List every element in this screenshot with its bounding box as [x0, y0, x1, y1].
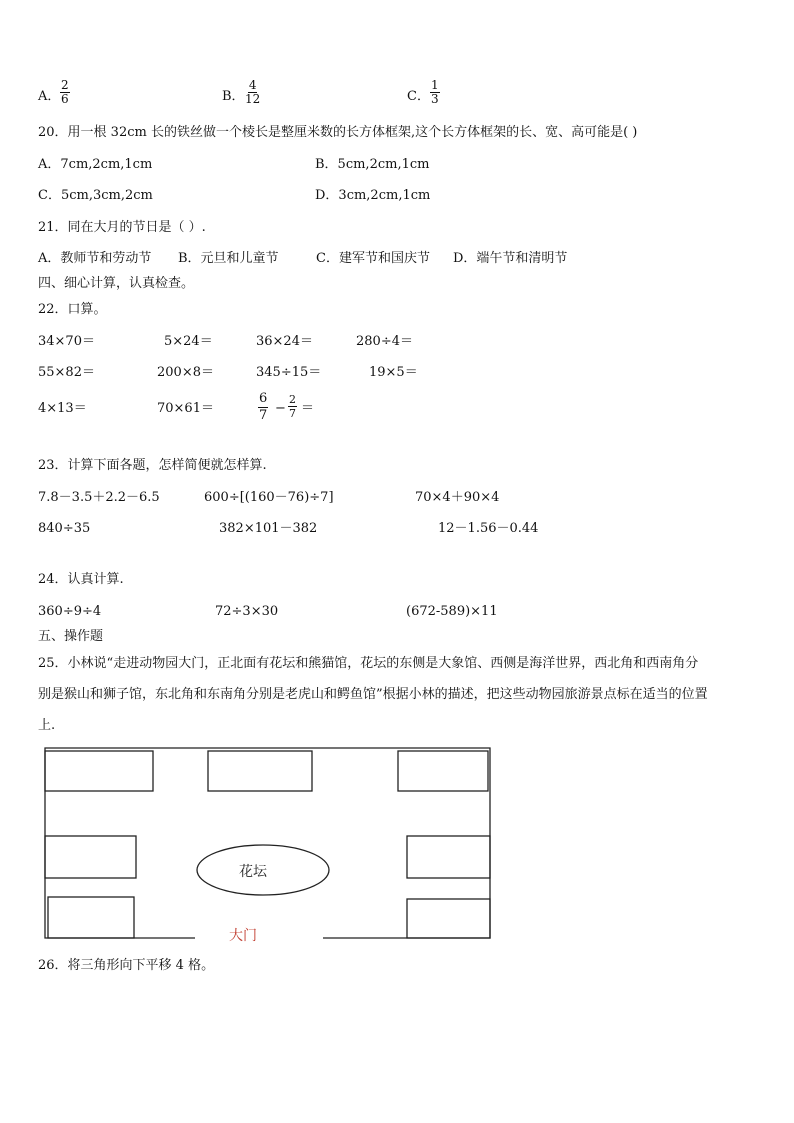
q23-item: 7.8－3.5＋2.2－6.5 — [38, 490, 160, 505]
q22-item: 280÷4＝ — [356, 334, 413, 349]
q25-text-line-3: 上. — [38, 718, 56, 733]
map-box-southwest — [48, 897, 134, 938]
map-box-southeast — [407, 899, 490, 938]
q19-option-a-fraction: $\frac{2}{6}$ — [61, 78, 69, 106]
q20-stem: 20．用一根 32cm 长的铁丝做一个棱长是整厘米数的长方体框架,这个长方体框架的长、宽、高可能是( ) — [38, 125, 638, 140]
q21-option-c: C．建军节和国庆节 — [316, 251, 430, 266]
q21-option-d: D．端午节和清明节 — [453, 251, 568, 266]
map-box-north — [208, 751, 312, 791]
q21-stem: 21．同在大月的节日是（ ）. — [38, 220, 206, 235]
q21-option-b: B．元旦和儿童节 — [178, 251, 279, 266]
q22-item: 5×24＝ — [164, 334, 213, 349]
q19-option-a-label: A． — [38, 89, 61, 104]
q19-option-c-fraction: $\frac{1}{3}$ — [431, 78, 439, 106]
q22-item: 36×24＝ — [256, 334, 313, 349]
map-box-northwest — [45, 751, 153, 791]
q22-item: 70×61＝ — [157, 401, 214, 416]
q22-fraction-two-sevenths: $\frac{2}{7}$ — [289, 393, 296, 420]
q23-item: 382×101－382 — [219, 521, 318, 536]
map-box-northeast — [398, 751, 488, 791]
q26-stem: 26．将三角形向下平移 4 格。 — [38, 958, 215, 973]
q22-minus: − — [275, 401, 286, 416]
q25-text-line-2: 别是猴山和狮子馆，东北角和东南角分别是老虎山和鳄鱼馆”根据小林的描述，把这些动物园旅游景点标在适当的位置 — [38, 687, 708, 702]
q24-item: (672-589)×11 — [406, 604, 498, 619]
q23-item: 12－1.56－0.44 — [438, 521, 539, 536]
q22-item: 4×13＝ — [38, 401, 87, 416]
q22-stem: 22．口算。 — [38, 302, 107, 317]
q19-option-b-label: B． — [222, 89, 245, 104]
q21-option-a: A．教师节和劳动节 — [38, 251, 152, 266]
q20-option-b: B．5cm,2cm,1cm — [315, 157, 430, 172]
q20-option-a: A．7cm,2cm,1cm — [38, 157, 153, 172]
q23-stem: 23．计算下面各题，怎样简便就怎样算. — [38, 458, 267, 473]
q22-fraction-six-sevenths: $\frac{6}{7}$ — [259, 391, 268, 423]
section-4-heading: 四、细心计算，认真检查。 — [38, 276, 195, 291]
q19-option-c-label: C． — [407, 89, 430, 104]
q22-item: 55×82＝ — [38, 365, 95, 380]
q23-item: 70×4＋90×4 — [415, 490, 500, 505]
q19-option-b-fraction: $\frac{4}{12}$ — [245, 78, 261, 106]
flowerbed-label: 花坛 — [239, 864, 267, 880]
q22-item: 345÷15＝ — [256, 365, 322, 380]
section-5-heading: 五、操作题 — [38, 629, 104, 644]
q20-option-c: C．5cm,3cm,2cm — [38, 188, 153, 203]
q24-item: 72÷3×30 — [215, 604, 279, 619]
map-box-west — [45, 836, 136, 878]
q22-equals: ＝ — [301, 401, 315, 416]
q20-option-d: D．3cm,2cm,1cm — [315, 188, 431, 203]
q24-stem: 24．认真计算. — [38, 572, 124, 587]
q24-item: 360÷9÷4 — [38, 604, 102, 619]
gate-label: 大门 — [229, 928, 257, 944]
q23-item: 600÷[(160－76)÷7] — [204, 490, 334, 505]
q22-item: 200×8＝ — [157, 365, 214, 380]
q22-item: 19×5＝ — [369, 365, 418, 380]
q23-item: 840÷35 — [38, 521, 91, 536]
map-box-east — [407, 836, 490, 878]
q25-text-line-1: 25．小林说“走进动物园大门，正北面有花坛和熊猫馆，花坛的东侧是大象馆、西侧是海洋世界，西北角和西南角分 — [38, 656, 699, 671]
map-outer-boundary — [45, 748, 490, 938]
q22-item: 34×70＝ — [38, 334, 95, 349]
